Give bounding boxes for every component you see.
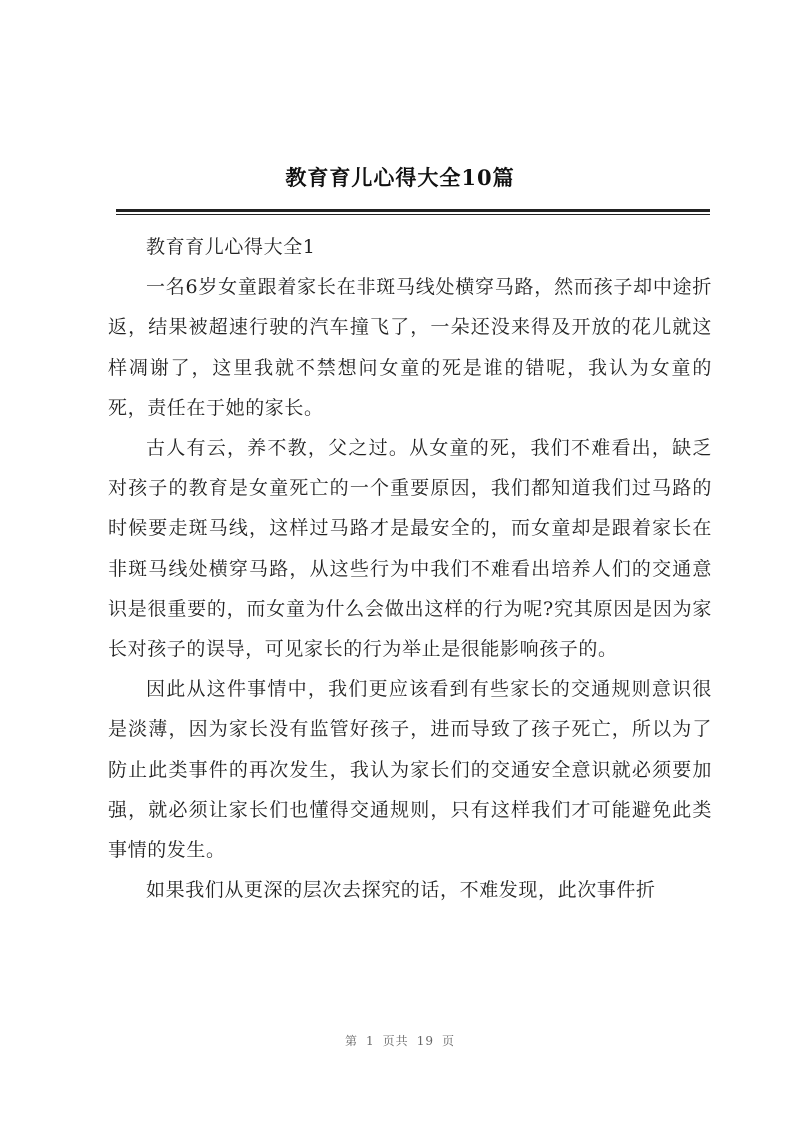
document-title: 教育育儿心得大全10篇 [285, 165, 515, 190]
paragraph: 古人有云，养不教，父之过。从女童的死，我们不难看出，缺乏对孩子的教育是女童死亡的一个重要原因，我们都知道我们过马路的时候要走斑马线，这样过马路才是最安全的，而女童却是跟着家长在非斑马线处横穿马路，从这些行为中我们不难看出培养人们的交通意识是很重要的，而女童为什么会做出这样的行为呢?究其原因是因为家长对孩子的误导，可见家长的行为举止是很能影响孩子的。 [108, 437, 712, 661]
paragraph: 如果我们从更深的层次去探究的话，不难发现，此次事件折 [146, 879, 656, 902]
footer-prefix: 第 [345, 1034, 359, 1048]
paragraph: 一名6岁女童跟着家长在非斑马线处横穿马路，然而孩子却中途折返，结果被超速行驶的汽车撞飞了，一朵还没来得及开放的花儿就这样凋谢了，这里我就不禁想问女童的死是谁的错呢，我认为女童的死，责任在于她的家长。 [108, 276, 712, 419]
footer-middle: 页共 [382, 1034, 409, 1048]
footer-suffix: 页 [441, 1034, 455, 1048]
paragraph: 因此从这件事情中，我们更应该看到有些家长的交通规则意识很是淡薄，因为家长没有监管好孩子，进而导致了孩子死亡，所以为了防止此类事件的再次发生，我认为家长们的交通安全意识就必须要加强，就必须让家长们也懂得交通规则，只有这样我们才可能避免此类事情的发生。 [108, 678, 712, 862]
document-body [108, 227, 712, 910]
section-heading: 教育育儿心得大全1 [146, 236, 316, 258]
page-footer [0, 1032, 800, 1049]
title-divider [116, 209, 710, 212]
footer-current-page: 1 [366, 1034, 375, 1048]
footer-total-pages: 19 [416, 1034, 434, 1048]
title-divider-thin [116, 214, 710, 215]
